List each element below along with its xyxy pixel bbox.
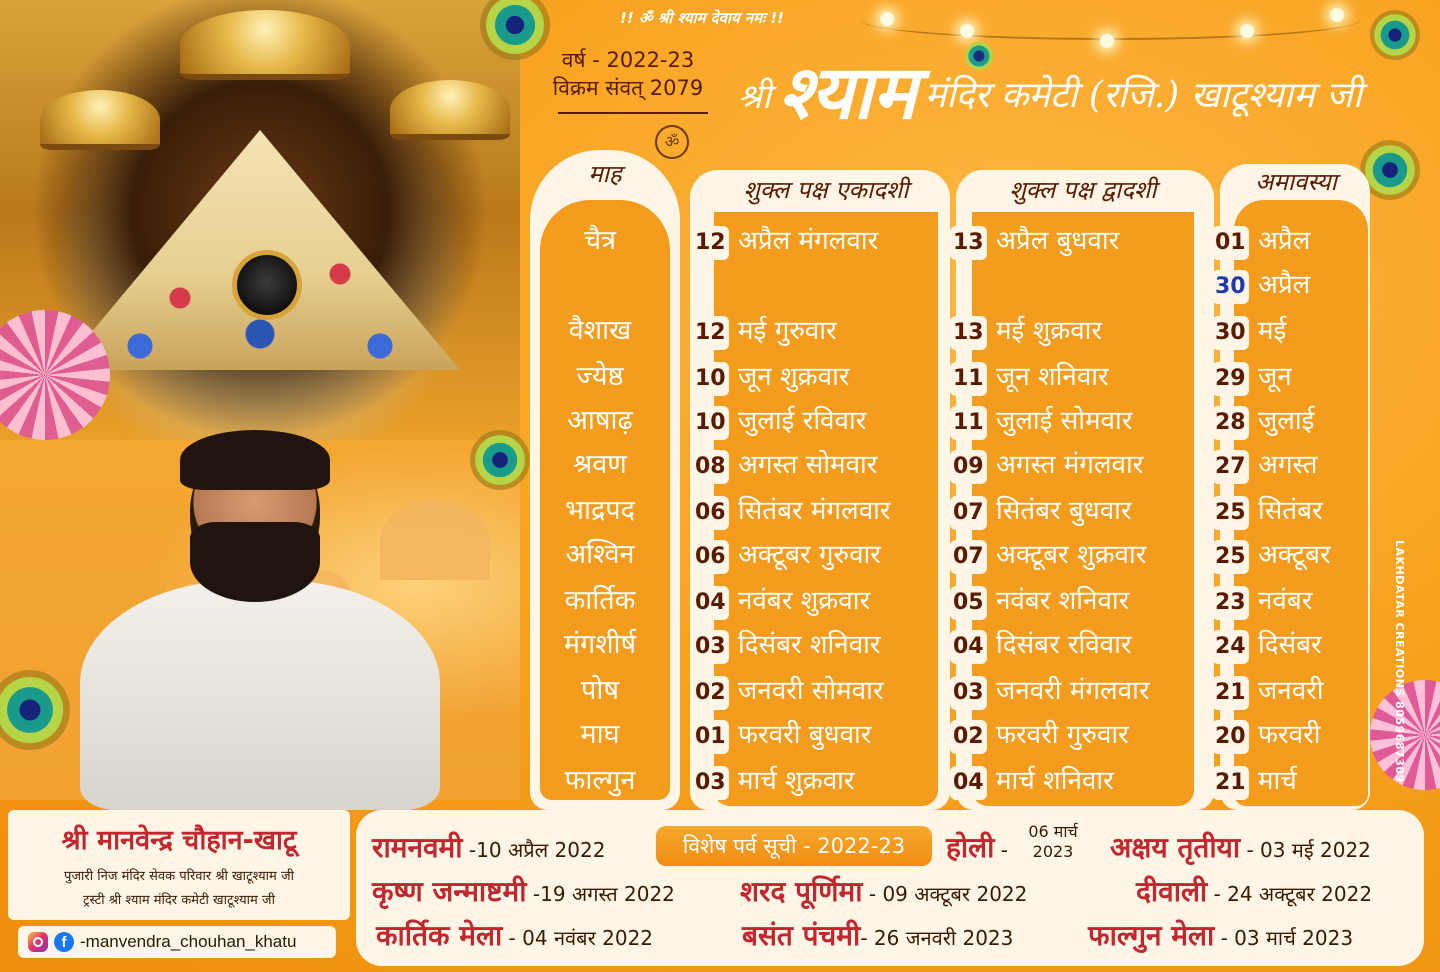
festival-date: - 04 नवंबर 2022 [502, 926, 654, 950]
dwadashi-cell [950, 314, 993, 350]
ekadashi-day: 06 [692, 540, 729, 574]
amavasya-cell [1212, 584, 1255, 620]
amavasya-day: 30 [1212, 270, 1249, 304]
amavasya-day: 30 [1212, 316, 1249, 350]
ekadashi-cell [692, 674, 735, 710]
ekadashi-date-text: नवंबर शुक्रवार [738, 586, 871, 616]
person-name: श्री मानवेन्द्र चौहान-खाटू [61, 825, 297, 856]
ekadashi-date-text: सितंबर मंगलवार [738, 496, 891, 526]
ekadashi-date-text: अगस्त सोमवार [738, 450, 878, 480]
amavasya-cell [1212, 718, 1255, 754]
amavasya-date-text: अप्रैल [1258, 226, 1311, 256]
dwadashi-day: 07 [950, 540, 987, 574]
festival-item [1110, 828, 1371, 866]
peacock-feather-icon [470, 430, 530, 490]
month-name: माघ [580, 719, 620, 750]
person-beard [190, 522, 320, 602]
dwadashi-cell [950, 538, 993, 574]
amavasya-day: 25 [1212, 540, 1249, 574]
month-name: भाद्रपद [565, 495, 635, 526]
amavasya-cell [1212, 314, 1255, 350]
festival-name: फाल्गुन मेला [1088, 919, 1215, 952]
festival-date [1018, 822, 1088, 862]
amavasya-day: 29 [1212, 362, 1249, 396]
amavasya-cell [1212, 448, 1255, 484]
festival-name: दीवाली [1136, 875, 1208, 908]
amavasya-day: 01 [1212, 226, 1249, 260]
dwadashi-cell [950, 628, 993, 664]
festival-item [376, 916, 653, 954]
ekadashi-day: 06 [692, 496, 729, 530]
peacock-feather-icon [1370, 10, 1420, 60]
column-header-ekadashi: शुक्ल पक्ष एकादशी [714, 170, 938, 210]
dwadashi-day: 02 [950, 720, 987, 754]
amavasya-date-text: मार्च [1258, 766, 1297, 796]
dwadashi-cell [950, 764, 993, 800]
samvat-line: विक्रम संवत् 2079 [552, 76, 704, 100]
festival-item [372, 828, 605, 866]
month-name: कार्तिक [564, 585, 636, 616]
social-handle-bar[interactable] [18, 926, 336, 958]
instagram-icon[interactable] [28, 932, 48, 952]
festival-item [1136, 872, 1372, 910]
dwadashi-date-text: नवंबर शनिवार [996, 586, 1130, 616]
ekadashi-day: 08 [692, 450, 729, 484]
month-name: मंगशीर्ष [563, 629, 637, 660]
person-hair [180, 430, 330, 490]
amavasya-cell [1212, 538, 1255, 574]
dwadashi-date-text: दिसंबर रविवार [996, 630, 1132, 660]
ekadashi-date-text: जनवरी सोमवार [738, 676, 884, 706]
year-line: वर्ष - 2022-23 [561, 48, 695, 72]
ekadashi-cell [692, 360, 735, 396]
dwadashi-cell [950, 718, 993, 754]
amavasya-cell [1212, 674, 1255, 710]
holi-date-line: 2023 [1032, 842, 1074, 861]
amavasya-day: 28 [1212, 406, 1249, 440]
column-header-amavasya: अमावस्या [1255, 168, 1337, 196]
ekadashi-cell [692, 718, 735, 754]
dwadashi-date-text: मार्च शनिवार [996, 766, 1114, 796]
light-bulb-icon [1330, 8, 1344, 22]
divider [558, 112, 708, 114]
amavasya-cell [1212, 268, 1255, 304]
column-header-month: माह [588, 160, 622, 188]
column-header-dwadashi: शुक्ल पक्ष द्वादशी [960, 170, 1206, 210]
festival-item [946, 828, 1008, 866]
festival-name: बसंत पंचमी [742, 919, 861, 952]
festival-item [1088, 916, 1353, 954]
dwadashi-date-text: अप्रैल बुधवार [996, 226, 1120, 256]
dwadashi-cell [950, 360, 993, 396]
amavasya-date-text: दिसंबर [1258, 630, 1322, 660]
light-bulb-icon [1240, 24, 1254, 38]
amavasya-day: 25 [1212, 496, 1249, 530]
ekadashi-day: 10 [692, 362, 729, 396]
dwadashi-date-text: अक्टूबर शुक्रवार [996, 540, 1147, 570]
ekadashi-date-text: दिसंबर शनिवार [738, 630, 881, 660]
dwadashi-date-text: अगस्त मंगलवार [996, 450, 1144, 480]
amavasya-cell [1212, 360, 1255, 396]
amavasya-date-text: जनवरी [1258, 676, 1324, 706]
dwadashi-date-text: जनवरी मंगलवार [996, 676, 1150, 706]
canopy-right [390, 80, 510, 140]
dwadashi-date-text: जून शनिवार [996, 362, 1109, 392]
mantra-text: !! ॐ श्री श्याम देवाय नमः !! [620, 9, 785, 27]
dwadashi-day: 05 [950, 586, 987, 620]
month-name: अश्विन [565, 539, 635, 570]
person-shirt [80, 580, 440, 810]
light-bulb-icon [960, 24, 974, 38]
ekadashi-date-text: जुलाई रविवार [738, 406, 867, 436]
dwadashi-cell [950, 584, 993, 620]
festival-date: - 26 जनवरी 2023 [860, 926, 1014, 950]
person-role-line: ट्रस्टी श्री श्याम मंदिर कमेटी खाटूश्याम जी [83, 893, 275, 908]
amavasya-cell [1212, 224, 1255, 260]
ekadashi-day: 04 [692, 586, 729, 620]
dwadashi-day: 04 [950, 630, 987, 664]
ekadashi-day: 03 [692, 630, 729, 664]
dwadashi-day: 11 [950, 362, 987, 396]
amavasya-cell [1212, 628, 1255, 664]
festival-dash: - [994, 838, 1008, 862]
ekadashi-date-text: अप्रैल मंगलवार [738, 226, 879, 256]
ekadashi-cell [692, 538, 735, 574]
dwadashi-date-text: सितंबर बुधवार [996, 496, 1132, 526]
deity-face [232, 250, 302, 320]
social-handle[interactable]: -manvendra_chouhan_khatu [80, 932, 297, 951]
canopy-center [180, 10, 350, 80]
ekadashi-cell [692, 404, 735, 440]
holi-date-line: 06 मार्च [1028, 822, 1078, 841]
person-illustration [40, 430, 480, 810]
amavasya-date-text: अक्टूबर [1258, 540, 1331, 570]
festival-name: कृष्ण जन्माष्टमी [372, 875, 527, 908]
month-name: वैशाख [568, 315, 632, 346]
ekadashi-date-text: फरवरी बुधवार [738, 720, 872, 750]
ekadashi-cell [692, 764, 735, 800]
ekadashi-cell [692, 628, 735, 664]
amavasya-date-text: सितंबर [1258, 496, 1323, 526]
dwadashi-day: 09 [950, 450, 987, 484]
amavasya-date-text: अगस्त [1258, 450, 1318, 480]
dwadashi-cell [950, 404, 993, 440]
festival-item [372, 872, 675, 910]
amavasya-day: 23 [1212, 586, 1249, 620]
page-title [738, 40, 1363, 136]
festival-date: - 09 अक्टूबर 2022 [862, 882, 1028, 906]
festival-name: रामनवमी [372, 831, 463, 864]
month-name: पोष [581, 675, 619, 706]
ekadashi-cell [692, 314, 735, 350]
amavasya-cell [1212, 494, 1255, 530]
amavasya-date-text: मई [1258, 316, 1287, 346]
ekadashi-date-text: मार्च शुक्रवार [738, 766, 855, 796]
amavasya-day: 20 [1212, 720, 1249, 754]
festival-date: -10 अप्रैल 2022 [462, 838, 606, 862]
title-rest: मंदिर कमेटी (रजि.) खाटूश्याम जी [924, 75, 1363, 116]
amavasya-date-text: फरवरी [1258, 720, 1321, 750]
ekadashi-day: 03 [692, 766, 729, 800]
dwadashi-cell [950, 674, 993, 710]
festival-name: कार्तिक मेला [376, 919, 503, 952]
dwadashi-cell [950, 224, 993, 260]
amavasya-cell [1212, 764, 1255, 800]
ekadashi-day: 12 [692, 316, 729, 350]
dwadashi-day: 11 [950, 406, 987, 440]
festival-date: - 03 मई 2022 [1240, 838, 1371, 862]
person-role-line: पुजारी निज मंदिर सेवक परिवार श्री खाटूश्याम जी [64, 869, 294, 884]
ekadashi-date-text: अक्टूबर गुरुवार [738, 540, 881, 570]
ekadashi-cell [692, 494, 735, 530]
amavasya-day: 21 [1212, 676, 1249, 710]
logo-emblem-icon: ॐ [655, 125, 689, 159]
ekadashi-day: 01 [692, 720, 729, 754]
festival-name: शरद पूर्णिमा [740, 875, 863, 908]
amavasya-date-text: अप्रैल [1258, 270, 1311, 300]
year-block [528, 46, 728, 102]
watermark-text: LAKHDATAR CREATIONS 8059687309 [1393, 540, 1406, 783]
festival-name: होली [946, 831, 995, 864]
amavasya-cell [1212, 404, 1255, 440]
festival-name: अक्षय तृतीया [1110, 831, 1241, 864]
amavasya-day: 27 [1212, 450, 1249, 484]
month-name: आषाढ़ [567, 405, 633, 436]
month-name: फाल्गुन [564, 765, 636, 796]
festival-date: - 24 अक्टूबर 2022 [1207, 882, 1373, 906]
amavasya-day: 21 [1212, 766, 1249, 800]
ekadashi-cell [692, 584, 735, 620]
dwadashi-cell [950, 448, 993, 484]
festival-item [742, 916, 1013, 954]
dwadashi-date-text: फरवरी गुरुवार [996, 720, 1129, 750]
dwadashi-day: 04 [950, 766, 987, 800]
dwadashi-date-text: जुलाई सोमवार [996, 406, 1133, 436]
canopy-left [40, 90, 160, 150]
ekadashi-day: 10 [692, 406, 729, 440]
title-shri: श्री [738, 77, 771, 117]
amavasya-date-text: जुलाई [1258, 406, 1315, 436]
ekadashi-cell [692, 224, 735, 260]
amavasya-day: 24 [1212, 630, 1249, 664]
ekadashi-cell [692, 448, 735, 484]
festival-item [740, 872, 1027, 910]
ekadashi-day: 12 [692, 226, 729, 260]
month-name: चैत्र [583, 225, 617, 256]
dwadashi-day: 13 [950, 226, 987, 260]
festival-date: - 03 मार्च 2023 [1214, 926, 1354, 950]
dwadashi-day: 03 [950, 676, 987, 710]
dwadashi-day: 13 [950, 316, 987, 350]
calendar-table [530, 150, 1400, 810]
festival-date: -19 अगस्त 2022 [526, 882, 675, 906]
ekadashi-day: 02 [692, 676, 729, 710]
month-name: ज्येष्ठ [576, 361, 624, 392]
ekadashi-date-text: मई गुरुवार [738, 316, 837, 346]
amavasya-date-text: जून [1258, 362, 1292, 392]
title-shyam: श्याम [778, 50, 917, 136]
dwadashi-date-text: मई शुक्रवार [996, 316, 1103, 346]
light-bulb-icon [880, 12, 894, 26]
ekadashi-date-text: जून शुक्रवार [738, 362, 850, 392]
month-name: श्रवण [573, 449, 627, 480]
facebook-icon[interactable]: f [54, 932, 74, 952]
dwadashi-cell [950, 494, 993, 530]
signature-card [8, 810, 350, 920]
dwadashi-day: 07 [950, 496, 987, 530]
festival-list-badge: विशेष पर्व सूची - 2022-23 [656, 826, 932, 866]
amavasya-date-text: नवंबर [1258, 586, 1313, 616]
